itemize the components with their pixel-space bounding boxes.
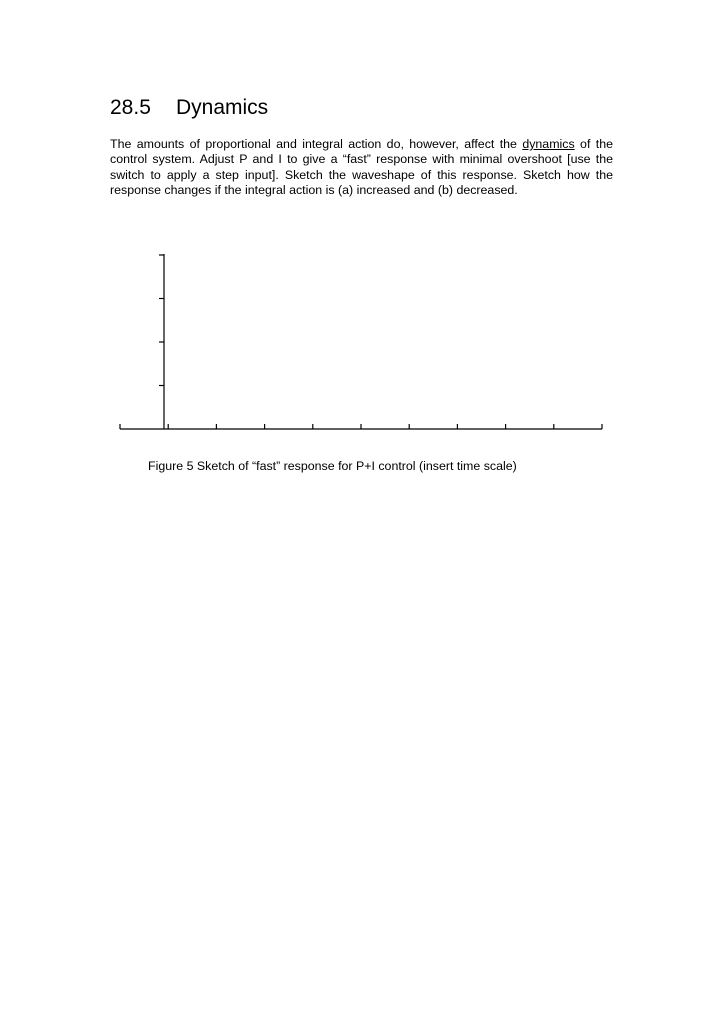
x-axis-ticks <box>120 424 602 429</box>
y-axis-ticks <box>159 255 164 386</box>
section-title: Dynamics <box>176 96 269 119</box>
underlined-term: dynamics <box>522 137 575 151</box>
paragraph-text-end: of the control system. Adjust P and I to give a “fast” response with minimal overshoot [use the switch to apply a step input]. Sketch the waveshape of this response. Sketch how the response changes if the integral action is (a) increased and (b) decreased. <box>110 137 613 198</box>
figure-caption: Figure 5 Sketch of “fast” response for P+I control (insert time scale) <box>148 459 517 473</box>
paragraph-text-start: The amounts of proportional and integral action do, however, affect the <box>110 137 523 151</box>
section-number: 28.5 <box>110 96 151 119</box>
